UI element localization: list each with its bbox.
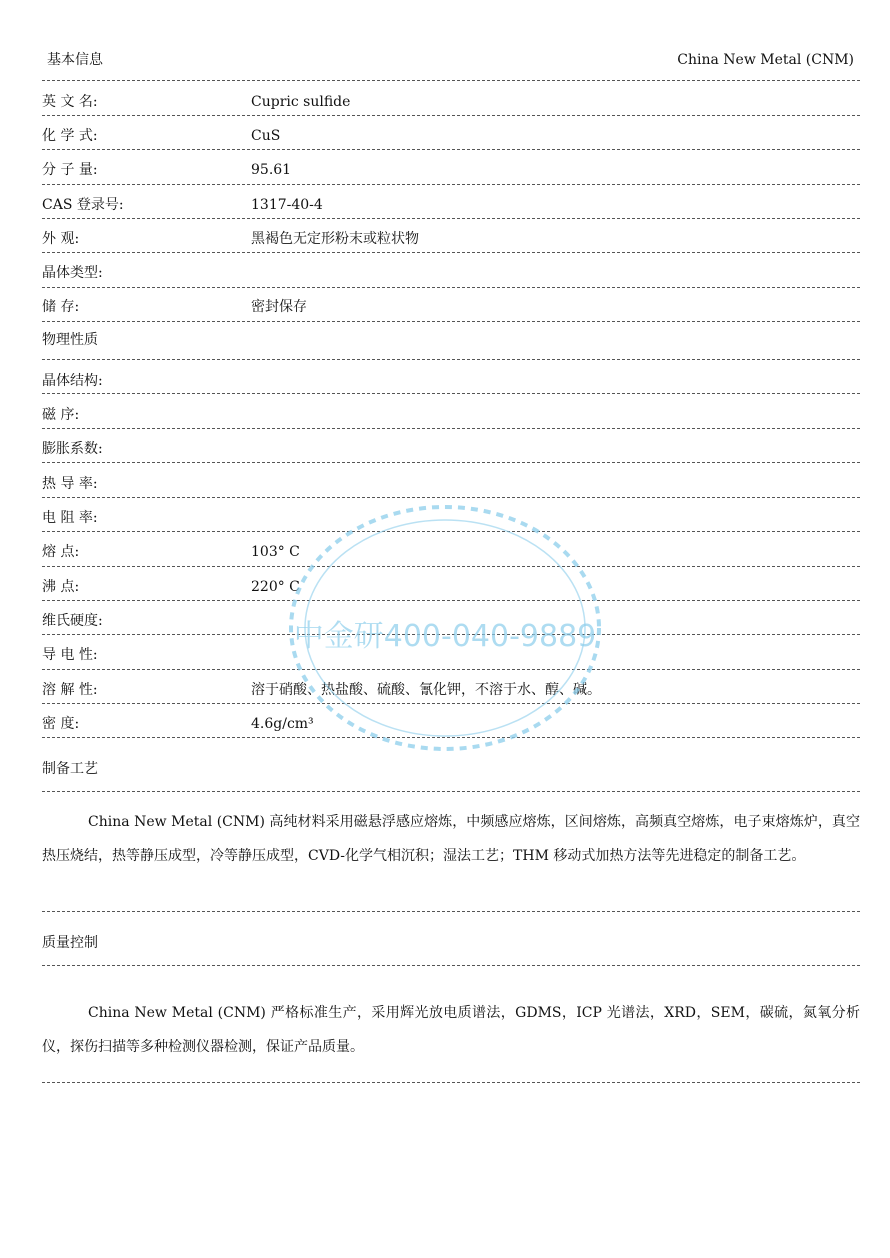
divider	[42, 428, 860, 429]
label-melting-point: 熔 点:	[42, 544, 80, 560]
value-molecular-weight: 95.61	[251, 162, 292, 178]
value-formula: CuS	[251, 128, 281, 144]
label-density: 密 度:	[42, 716, 80, 732]
divider	[42, 393, 860, 394]
section-title-quality: 质量控制	[42, 935, 98, 951]
label-molecular-weight: 分 子 量:	[42, 162, 98, 178]
divider	[42, 703, 860, 704]
divider	[42, 462, 860, 463]
divider	[42, 218, 860, 219]
label-expansion: 膨胀系数:	[42, 441, 103, 457]
divider	[42, 115, 860, 116]
divider	[42, 566, 860, 567]
watermark-text: 中金研400-040-9889	[293, 619, 597, 654]
watermark-stamp	[287, 503, 603, 753]
process-paragraph: China New Metal (CNM) 高纯材料采用磁悬浮感应熔炼，中频感应熔炼，区间熔炼，高频真空熔炼，电子束熔炼炉，真空热压烧结，热等静压成型，冷等静压成型，CVD-化学气相沉积；湿法工艺；THM 移动式加热方法等先进稳定的制备工艺。	[42, 814, 860, 864]
label-appearance: 外 观:	[42, 231, 80, 247]
divider	[42, 600, 860, 601]
label-solubility: 溶 解 性:	[42, 682, 98, 698]
value-appearance: 黑褐色无定形粉末或粒状物	[251, 231, 419, 247]
label-english-name: 英 文 名:	[42, 94, 98, 110]
quality-paragraph: China New Metal (CNM) 严格标准生产，采用辉光放电质谱法，GDMS，ICP 光谱法，XRD，SEM，碳硫，氮氧分析仪，探伤扫描等多种检测仪器检测，保证产品质量。	[42, 1005, 860, 1055]
divider	[42, 669, 860, 670]
label-crystal-type: 晶体类型:	[42, 265, 103, 281]
divider	[42, 497, 860, 498]
divider	[42, 184, 860, 185]
value-density: 4.6g/cm³	[251, 716, 314, 732]
value-storage: 密封保存	[251, 299, 307, 315]
value-cas-number: 1317-40-4	[251, 197, 323, 213]
divider	[42, 965, 860, 966]
divider	[42, 287, 860, 288]
company-name: China New Metal (CNM)	[677, 52, 854, 68]
divider	[42, 252, 860, 253]
divider	[42, 321, 860, 322]
divider	[42, 359, 860, 360]
value-melting-point: 103° C	[251, 544, 300, 560]
divider	[42, 791, 860, 792]
label-resistivity: 电 阻 率:	[42, 510, 98, 526]
label-conductivity: 导 电 性:	[42, 647, 98, 663]
label-boiling-point: 沸 点:	[42, 579, 80, 595]
label-thermal-conductivity: 热 导 率:	[42, 476, 98, 492]
label-storage: 储 存:	[42, 299, 80, 315]
divider	[42, 911, 860, 912]
divider	[42, 149, 860, 150]
stamp-ellipse-icon	[287, 503, 603, 753]
label-magnetic-order: 磁 序:	[42, 407, 80, 423]
value-boiling-point: 220° C	[251, 579, 300, 595]
section-title-physical: 物理性质	[42, 332, 98, 348]
label-vickers-hardness: 维氏硬度:	[42, 613, 103, 629]
divider	[42, 1082, 860, 1083]
section-title-process: 制备工艺	[42, 761, 98, 777]
divider	[42, 737, 860, 738]
divider	[42, 531, 860, 532]
divider	[42, 80, 860, 81]
label-crystal-structure: 晶体结构:	[42, 373, 103, 389]
value-solubility: 溶于硝酸、热盐酸、硫酸、氰化钾，不溶于水、醇、碱。	[251, 682, 601, 698]
divider	[42, 634, 860, 635]
section-title-basic-info: 基本信息	[47, 52, 103, 68]
value-english-name: Cupric sulfide	[251, 94, 351, 110]
label-formula: 化 学 式:	[42, 128, 98, 144]
label-cas-number: CAS 登录号:	[42, 197, 124, 213]
